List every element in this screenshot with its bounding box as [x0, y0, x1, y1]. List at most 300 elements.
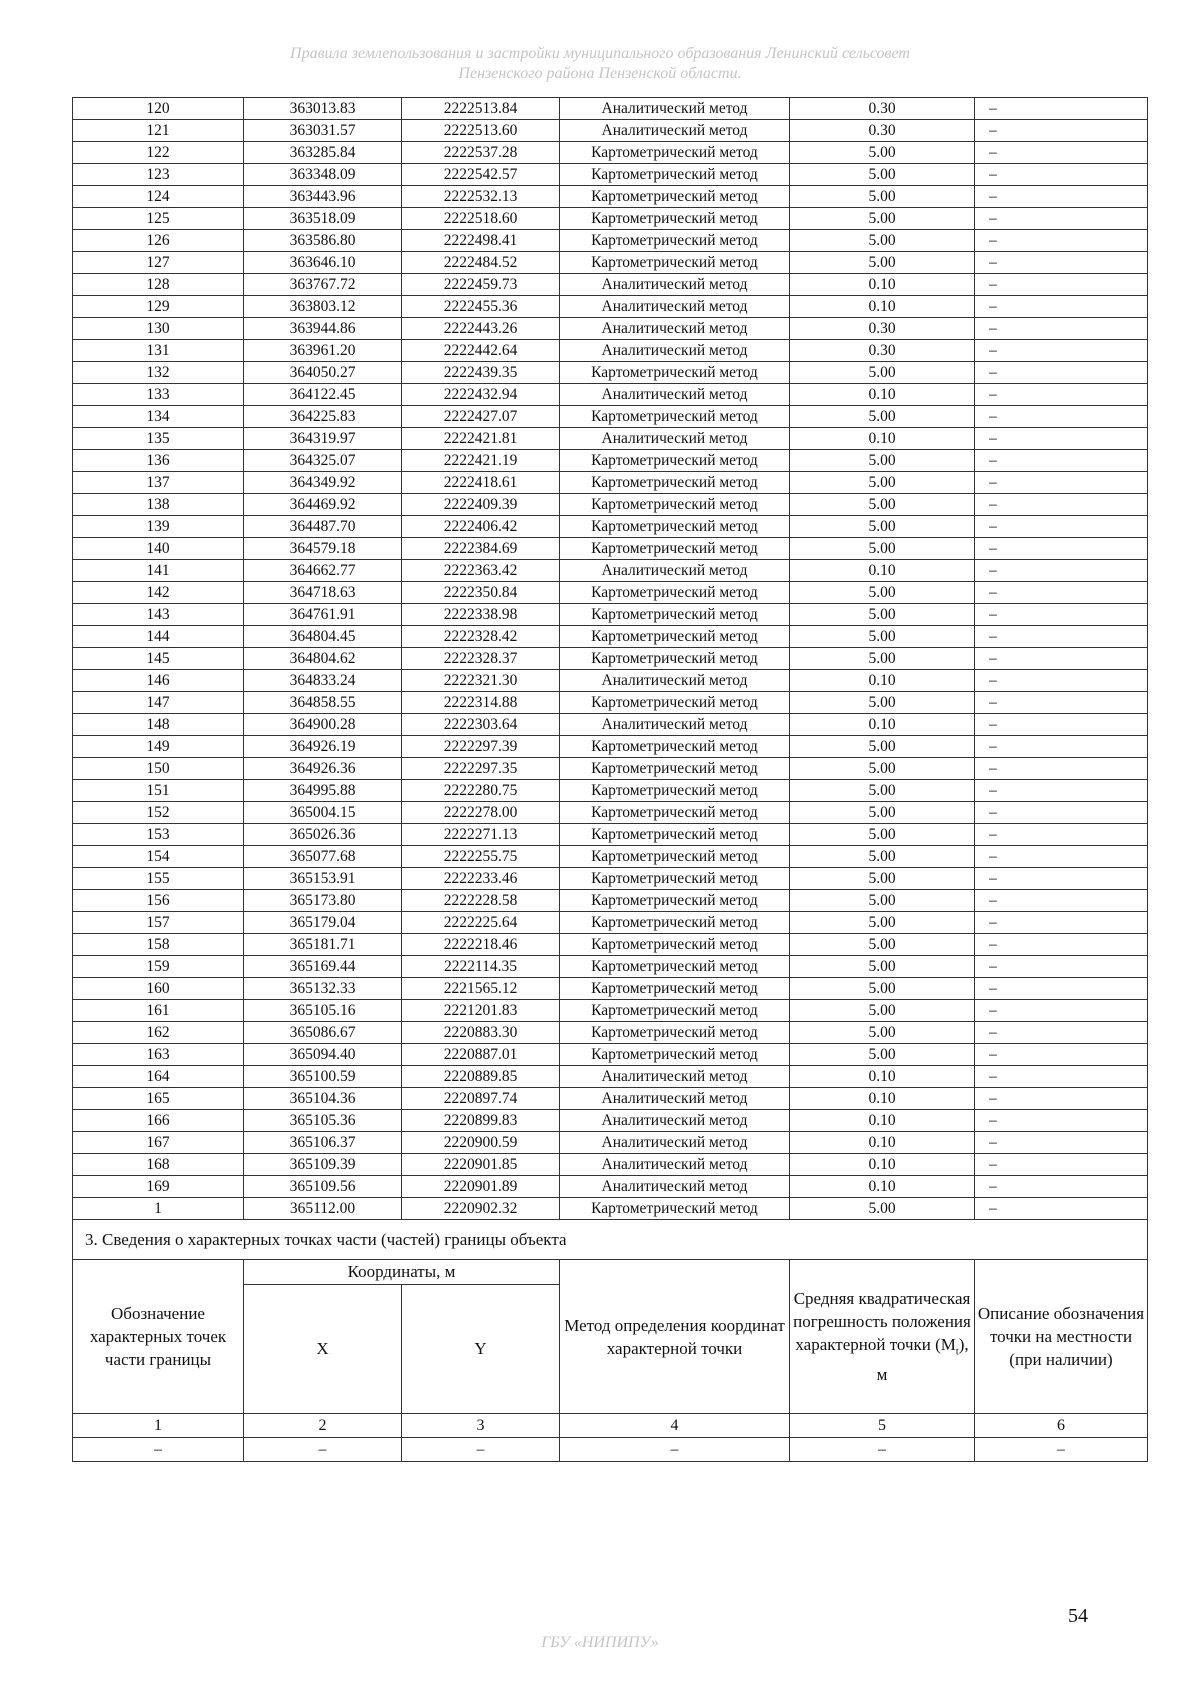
point-id-cell: 166 — [73, 1110, 244, 1132]
coord-y-cell: 2222518.60 — [402, 208, 560, 230]
coord-y-cell: 2222328.42 — [402, 626, 560, 648]
point-id-cell: 165 — [73, 1088, 244, 1110]
table-row — [73, 560, 1148, 582]
table-row — [73, 868, 1148, 890]
coord-y-cell: 2222532.13 — [402, 186, 560, 208]
point-id-cell: 127 — [73, 252, 244, 274]
coord-y-cell: 2222409.39 — [402, 494, 560, 516]
point-id-cell: 155 — [73, 868, 244, 890]
point-id-cell: 153 — [73, 824, 244, 846]
coord-y-cell: 2222321.30 — [402, 670, 560, 692]
error-cell: 5.00 — [790, 252, 975, 274]
coord-x-cell: 364579.18 — [244, 538, 402, 560]
coord-y-cell: 2222439.35 — [402, 362, 560, 384]
method-cell: Картометрический метод — [560, 1044, 790, 1066]
point-id-cell: 129 — [73, 296, 244, 318]
running-header — [0, 44, 1200, 84]
error-cell: 5.00 — [790, 846, 975, 868]
error-cell: 0.30 — [790, 120, 975, 142]
method-cell: Картометрический метод — [560, 846, 790, 868]
method-cell: Картометрический метод — [560, 604, 790, 626]
method-cell: Картометрический метод — [560, 868, 790, 890]
header-error-suffix: ), м — [876, 1334, 969, 1385]
coord-y-cell: 2222427.07 — [402, 406, 560, 428]
coord-y-cell: 2222271.13 — [402, 824, 560, 846]
method-cell: Аналитический метод — [560, 296, 790, 318]
column-number-6: 6 — [975, 1414, 1148, 1438]
header-error-text: Средняя квадратическая погрешность положения характерной точки (M — [793, 1288, 971, 1354]
coord-y-cell: 2222363.42 — [402, 560, 560, 582]
column-number-2: 2 — [244, 1414, 402, 1438]
section-3-title-row — [73, 1220, 1148, 1260]
description-cell: – — [975, 648, 1148, 670]
description-cell: – — [975, 362, 1148, 384]
coord-x-cell: 363013.83 — [244, 98, 402, 120]
coord-y-cell: 2222421.19 — [402, 450, 560, 472]
point-id-cell: 161 — [73, 1000, 244, 1022]
description-cell: – — [975, 208, 1148, 230]
method-cell: Аналитический метод — [560, 428, 790, 450]
point-id-cell: 125 — [73, 208, 244, 230]
table-row — [73, 406, 1148, 428]
coord-x-cell: 364325.07 — [244, 450, 402, 472]
table-row — [73, 824, 1148, 846]
header-x: X — [244, 1285, 402, 1414]
description-cell: – — [975, 868, 1148, 890]
method-cell: Картометрический метод — [560, 1198, 790, 1220]
table-row — [73, 1022, 1148, 1044]
description-cell: – — [975, 670, 1148, 692]
coord-x-cell: 364718.63 — [244, 582, 402, 604]
error-cell: 5.00 — [790, 1022, 975, 1044]
error-cell: 5.00 — [790, 802, 975, 824]
coord-y-cell: 2220901.89 — [402, 1176, 560, 1198]
method-cell: Аналитический метод — [560, 670, 790, 692]
column-number-4: 4 — [560, 1414, 790, 1438]
coord-x-cell: 365112.00 — [244, 1198, 402, 1220]
description-cell: – — [975, 780, 1148, 802]
error-cell: 5.00 — [790, 406, 975, 428]
method-cell: Картометрический метод — [560, 516, 790, 538]
description-cell: – — [975, 758, 1148, 780]
coord-x-cell: 363518.09 — [244, 208, 402, 230]
description-cell: – — [975, 274, 1148, 296]
table-row — [73, 1088, 1148, 1110]
point-id-cell: 134 — [73, 406, 244, 428]
error-cell: 0.10 — [790, 1088, 975, 1110]
running-header-line-1: Правила землепользования и застройки муниципального образования Ленинский сельсовет — [290, 45, 910, 62]
description-cell: – — [975, 802, 1148, 824]
table-row — [73, 802, 1148, 824]
header-method: Метод определения координат характерной точки — [560, 1260, 790, 1414]
coord-y-cell: 2222442.64 — [402, 340, 560, 362]
point-id-cell: 126 — [73, 230, 244, 252]
table-row — [73, 142, 1148, 164]
error-cell: 5.00 — [790, 868, 975, 890]
table-row — [73, 230, 1148, 252]
coord-x-cell: 364995.88 — [244, 780, 402, 802]
point-id-cell: 162 — [73, 1022, 244, 1044]
point-id-cell: 154 — [73, 846, 244, 868]
table-row — [73, 340, 1148, 362]
description-cell: – — [975, 428, 1148, 450]
point-id-cell: 156 — [73, 890, 244, 912]
description-cell: – — [975, 450, 1148, 472]
method-cell: Картометрический метод — [560, 780, 790, 802]
coord-y-cell: 2222432.94 — [402, 384, 560, 406]
error-cell: 5.00 — [790, 1000, 975, 1022]
section-3-header-row — [73, 1260, 1148, 1285]
table-row — [73, 516, 1148, 538]
point-id-cell: 160 — [73, 978, 244, 1000]
description-cell: – — [975, 340, 1148, 362]
error-cell: 0.10 — [790, 428, 975, 450]
description-cell: – — [975, 736, 1148, 758]
description-cell: – — [975, 890, 1148, 912]
method-cell: Аналитический метод — [560, 560, 790, 582]
method-cell: Картометрический метод — [560, 978, 790, 1000]
method-cell: Аналитический метод — [560, 1154, 790, 1176]
coord-x-cell: 365179.04 — [244, 912, 402, 934]
method-cell: Картометрический метод — [560, 142, 790, 164]
error-cell: 5.00 — [790, 956, 975, 978]
description-cell: – — [975, 98, 1148, 120]
point-id-cell: 122 — [73, 142, 244, 164]
table-row — [73, 956, 1148, 978]
empty-cell: – — [790, 1438, 975, 1462]
point-id-cell: 167 — [73, 1132, 244, 1154]
error-cell: 5.00 — [790, 164, 975, 186]
table-row — [73, 472, 1148, 494]
coordinates-table-body — [73, 98, 1148, 1220]
error-cell: 0.10 — [790, 1154, 975, 1176]
point-id-cell: 143 — [73, 604, 244, 626]
table-row — [73, 98, 1148, 120]
error-cell: 5.00 — [790, 824, 975, 846]
error-cell: 5.00 — [790, 142, 975, 164]
error-cell: 5.00 — [790, 186, 975, 208]
coord-y-cell: 2220901.85 — [402, 1154, 560, 1176]
method-cell: Картометрический метод — [560, 890, 790, 912]
point-id-cell: 147 — [73, 692, 244, 714]
description-cell: – — [975, 538, 1148, 560]
coord-y-cell: 2222338.98 — [402, 604, 560, 626]
coord-x-cell: 365026.36 — [244, 824, 402, 846]
point-id-cell: 120 — [73, 98, 244, 120]
error-cell: 5.00 — [790, 538, 975, 560]
empty-cell: – — [73, 1438, 244, 1462]
point-id-cell: 152 — [73, 802, 244, 824]
description-cell: – — [975, 1000, 1148, 1022]
error-cell: 0.10 — [790, 296, 975, 318]
description-cell: – — [975, 1154, 1148, 1176]
coord-x-cell: 364804.45 — [244, 626, 402, 648]
table-row — [73, 428, 1148, 450]
description-cell: – — [975, 604, 1148, 626]
table-row — [73, 1110, 1148, 1132]
table-row — [73, 1066, 1148, 1088]
error-cell: 5.00 — [790, 208, 975, 230]
coord-y-cell: 2222218.46 — [402, 934, 560, 956]
error-cell: 0.10 — [790, 384, 975, 406]
coord-y-cell: 2220897.74 — [402, 1088, 560, 1110]
error-cell: 5.00 — [790, 978, 975, 1000]
method-cell: Картометрический метод — [560, 912, 790, 934]
error-cell: 5.00 — [790, 362, 975, 384]
coord-y-cell: 2222303.64 — [402, 714, 560, 736]
description-cell: – — [975, 692, 1148, 714]
point-id-cell: 146 — [73, 670, 244, 692]
method-cell: Картометрический метод — [560, 648, 790, 670]
coord-x-cell: 365086.67 — [244, 1022, 402, 1044]
table-row — [73, 780, 1148, 802]
coord-y-cell: 2222443.26 — [402, 318, 560, 340]
description-cell: – — [975, 186, 1148, 208]
method-cell: Картометрический метод — [560, 472, 790, 494]
table-row — [73, 1176, 1148, 1198]
method-cell: Картометрический метод — [560, 824, 790, 846]
point-id-cell: 158 — [73, 934, 244, 956]
method-cell: Аналитический метод — [560, 274, 790, 296]
description-cell: – — [975, 560, 1148, 582]
running-footer: ГБУ «НИПИПУ» — [541, 1634, 659, 1651]
point-id-cell: 139 — [73, 516, 244, 538]
point-id-cell: 137 — [73, 472, 244, 494]
coord-y-cell: 2222498.41 — [402, 230, 560, 252]
coord-x-cell: 365105.16 — [244, 1000, 402, 1022]
coord-y-cell: 2222418.61 — [402, 472, 560, 494]
error-cell: 0.10 — [790, 274, 975, 296]
coord-x-cell: 365104.36 — [244, 1088, 402, 1110]
description-cell: – — [975, 1044, 1148, 1066]
coord-y-cell: 2222255.75 — [402, 846, 560, 868]
method-cell: Аналитический метод — [560, 1176, 790, 1198]
table-row — [73, 296, 1148, 318]
coord-y-cell: 2222278.00 — [402, 802, 560, 824]
table-row — [73, 274, 1148, 296]
description-cell: – — [975, 296, 1148, 318]
method-cell: Картометрический метод — [560, 582, 790, 604]
error-cell: 5.00 — [790, 1198, 975, 1220]
coord-y-cell: 2220887.01 — [402, 1044, 560, 1066]
coord-y-cell: 2222455.36 — [402, 296, 560, 318]
coord-x-cell: 364122.45 — [244, 384, 402, 406]
point-id-cell: 157 — [73, 912, 244, 934]
table-row — [73, 692, 1148, 714]
table-row — [73, 912, 1148, 934]
coord-y-cell: 2222328.37 — [402, 648, 560, 670]
coord-x-cell: 365109.39 — [244, 1154, 402, 1176]
description-cell: – — [975, 1022, 1148, 1044]
coord-y-cell: 2222513.84 — [402, 98, 560, 120]
coord-y-cell: 2222421.81 — [402, 428, 560, 450]
coord-x-cell: 363767.72 — [244, 274, 402, 296]
header-error — [790, 1260, 975, 1414]
section-3 — [73, 1220, 1148, 1462]
table-row — [73, 758, 1148, 780]
error-cell: 5.00 — [790, 626, 975, 648]
coord-x-cell: 364833.24 — [244, 670, 402, 692]
error-cell: 5.00 — [790, 648, 975, 670]
coord-x-cell: 365109.56 — [244, 1176, 402, 1198]
method-cell: Аналитический метод — [560, 98, 790, 120]
coord-y-cell: 2220900.59 — [402, 1132, 560, 1154]
method-cell: Картометрический метод — [560, 934, 790, 956]
method-cell: Картометрический метод — [560, 956, 790, 978]
point-id-cell: 135 — [73, 428, 244, 450]
error-cell: 5.00 — [790, 516, 975, 538]
coord-x-cell: 365077.68 — [244, 846, 402, 868]
table-row — [73, 318, 1148, 340]
error-cell: 0.10 — [790, 1132, 975, 1154]
coord-y-cell: 2222314.88 — [402, 692, 560, 714]
coord-y-cell: 2220883.30 — [402, 1022, 560, 1044]
empty-data-row — [73, 1438, 1148, 1462]
table-row — [73, 978, 1148, 1000]
description-cell: – — [975, 120, 1148, 142]
coord-y-cell: 2222225.64 — [402, 912, 560, 934]
table-row — [73, 846, 1148, 868]
point-id-cell: 168 — [73, 1154, 244, 1176]
coord-x-cell: 365106.37 — [244, 1132, 402, 1154]
method-cell: Картометрический метод — [560, 186, 790, 208]
coord-y-cell: 2221201.83 — [402, 1000, 560, 1022]
coord-y-cell: 2220902.32 — [402, 1198, 560, 1220]
coord-y-cell: 2222406.42 — [402, 516, 560, 538]
description-cell: – — [975, 1132, 1148, 1154]
description-cell: – — [975, 912, 1148, 934]
table-row — [73, 208, 1148, 230]
coord-y-cell: 2220889.85 — [402, 1066, 560, 1088]
description-cell: – — [975, 230, 1148, 252]
coord-y-cell: 2220899.83 — [402, 1110, 560, 1132]
table-row — [73, 604, 1148, 626]
empty-cell: – — [244, 1438, 402, 1462]
description-cell: – — [975, 406, 1148, 428]
table-row — [73, 1198, 1148, 1220]
description-cell: – — [975, 494, 1148, 516]
header-coordinates: Координаты, м — [244, 1260, 560, 1285]
error-cell: 5.00 — [790, 912, 975, 934]
description-cell: – — [975, 1110, 1148, 1132]
method-cell: Аналитический метод — [560, 1066, 790, 1088]
description-cell: – — [975, 978, 1148, 1000]
coord-x-cell: 364761.91 — [244, 604, 402, 626]
method-cell: Картометрический метод — [560, 758, 790, 780]
description-cell: – — [975, 1088, 1148, 1110]
coord-y-cell: 2222513.60 — [402, 120, 560, 142]
method-cell: Аналитический метод — [560, 318, 790, 340]
coord-x-cell: 363803.12 — [244, 296, 402, 318]
coord-x-cell: 364349.92 — [244, 472, 402, 494]
coord-x-cell: 363285.84 — [244, 142, 402, 164]
coordinates-table — [72, 97, 1148, 1462]
header-y: Y — [402, 1285, 560, 1414]
coord-x-cell: 364858.55 — [244, 692, 402, 714]
table-row — [73, 582, 1148, 604]
method-cell: Аналитический метод — [560, 1088, 790, 1110]
coord-x-cell: 364487.70 — [244, 516, 402, 538]
coord-x-cell: 365169.44 — [244, 956, 402, 978]
description-cell: – — [975, 164, 1148, 186]
point-id-cell: 132 — [73, 362, 244, 384]
error-cell: 5.00 — [790, 450, 975, 472]
method-cell: Аналитический метод — [560, 1132, 790, 1154]
method-cell: Аналитический метод — [560, 384, 790, 406]
description-cell: – — [975, 384, 1148, 406]
coord-x-cell: 365153.91 — [244, 868, 402, 890]
empty-cell: – — [560, 1438, 790, 1462]
coord-y-cell: 2222484.52 — [402, 252, 560, 274]
coord-y-cell: 2222350.84 — [402, 582, 560, 604]
error-cell: 0.10 — [790, 1176, 975, 1198]
description-cell: – — [975, 846, 1148, 868]
column-numbers-row — [73, 1414, 1148, 1438]
error-cell: 0.10 — [790, 1066, 975, 1088]
coord-y-cell: 2222542.57 — [402, 164, 560, 186]
coord-x-cell: 363031.57 — [244, 120, 402, 142]
error-cell: 5.00 — [790, 582, 975, 604]
table-row — [73, 252, 1148, 274]
method-cell: Картометрический метод — [560, 208, 790, 230]
empty-cell: – — [402, 1438, 560, 1462]
point-id-cell: 128 — [73, 274, 244, 296]
table-row — [73, 648, 1148, 670]
coord-y-cell: 2222228.58 — [402, 890, 560, 912]
point-id-cell: 140 — [73, 538, 244, 560]
column-number-3: 3 — [402, 1414, 560, 1438]
table-row — [73, 120, 1148, 142]
coord-x-cell: 363586.80 — [244, 230, 402, 252]
error-cell: 0.10 — [790, 1110, 975, 1132]
coord-x-cell: 363348.09 — [244, 164, 402, 186]
point-id-cell: 133 — [73, 384, 244, 406]
coord-y-cell: 2222297.35 — [402, 758, 560, 780]
table-row — [73, 736, 1148, 758]
point-id-cell: 131 — [73, 340, 244, 362]
method-cell: Картометрический метод — [560, 252, 790, 274]
error-cell: 0.30 — [790, 98, 975, 120]
method-cell: Аналитический метод — [560, 340, 790, 362]
coord-x-cell: 364469.92 — [244, 494, 402, 516]
error-cell: 5.00 — [790, 472, 975, 494]
table-row — [73, 670, 1148, 692]
point-id-cell: 1 — [73, 1198, 244, 1220]
coord-x-cell: 365181.71 — [244, 934, 402, 956]
method-cell: Картометрический метод — [560, 692, 790, 714]
table-row — [73, 714, 1148, 736]
description-cell: – — [975, 516, 1148, 538]
method-cell: Картометрический метод — [560, 494, 790, 516]
error-cell: 0.10 — [790, 560, 975, 582]
point-id-cell: 130 — [73, 318, 244, 340]
method-cell: Картометрический метод — [560, 362, 790, 384]
table-row — [73, 450, 1148, 472]
method-cell: Картометрический метод — [560, 538, 790, 560]
description-cell: – — [975, 626, 1148, 648]
point-id-cell: 150 — [73, 758, 244, 780]
coord-y-cell: 2222233.46 — [402, 868, 560, 890]
table-row — [73, 934, 1148, 956]
method-cell: Картометрический метод — [560, 736, 790, 758]
coord-x-cell: 365173.80 — [244, 890, 402, 912]
description-cell: – — [975, 714, 1148, 736]
coord-y-cell: 2222280.75 — [402, 780, 560, 802]
coord-x-cell: 364926.36 — [244, 758, 402, 780]
page-number: 54 — [1068, 1605, 1088, 1627]
header-description: Описание обозначения точки на местности (при наличии) — [975, 1260, 1148, 1414]
coord-x-cell: 364804.62 — [244, 648, 402, 670]
